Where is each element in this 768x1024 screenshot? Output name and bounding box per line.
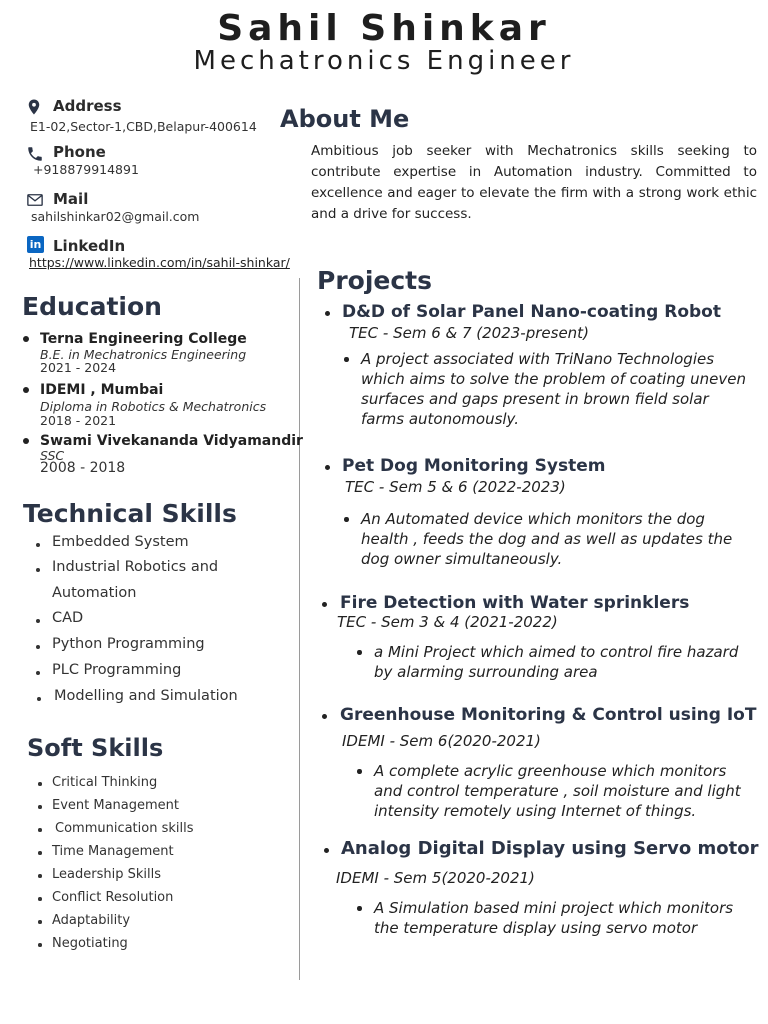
project-title: D&D of Solar Panel Nano-coating Robot xyxy=(342,302,721,322)
soft-skill-bullet xyxy=(38,897,42,901)
project-description: A Simulation based mini project which monitors the temperature display using servo motor xyxy=(374,899,734,937)
education-school: Terna Engineering College xyxy=(40,331,247,347)
phone-value: +918879914891 xyxy=(33,162,139,177)
project-bullet xyxy=(325,311,330,316)
skill-item: Python Programming xyxy=(52,636,205,652)
soft-skill-item: Conflict Resolution xyxy=(52,890,174,905)
soft-skill-item: Event Management xyxy=(52,798,180,813)
skill-bullet xyxy=(36,619,40,623)
soft-skill-bullet xyxy=(38,828,42,832)
mail-icon xyxy=(26,191,44,209)
skill-item: CAD xyxy=(52,610,84,626)
project-desc-bullet xyxy=(344,517,349,522)
linkedin-link[interactable]: https://www.linkedin.com/in/sahil-shinkar/ xyxy=(29,255,290,270)
project-period: IDEMI - Sem 5(2020-2021) xyxy=(336,869,535,887)
education-bullet xyxy=(23,438,29,444)
education-degree: Diploma in Robotics & Mechatronics xyxy=(40,399,267,414)
address-value: E1-02,Sector-1,CBD,Belapur-400614 xyxy=(30,119,257,134)
project-title: Fire Detection with Water sprinklers xyxy=(340,593,690,613)
skill-bullet xyxy=(37,697,41,701)
projects-heading: Projects xyxy=(317,266,433,295)
technical-skills-heading: Technical Skills xyxy=(23,499,237,528)
project-period: TEC - Sem 3 & 4 (2021-2022) xyxy=(337,613,558,631)
linkedin-icon: in xyxy=(27,236,44,253)
education-degree: B.E. in Mechatronics Engineering xyxy=(40,347,247,362)
skill-bullet xyxy=(36,568,40,572)
about-text: Ambitious job seeker with Mechatronics skills seeking to contribute expertise in Automation industry. Committed to excellence and eager to elevate the firm with a strong work ethic and a drive for success. xyxy=(311,143,757,222)
skill-item-continued: Automation xyxy=(52,585,137,601)
phone-icon xyxy=(26,145,44,163)
soft-skill-bullet xyxy=(38,851,42,855)
soft-skill-item: Communication skills xyxy=(55,821,194,836)
project-period: TEC - Sem 6 & 7 (2023-present) xyxy=(349,324,589,342)
education-years: 2018 - 2021 xyxy=(40,413,117,428)
address-label: Address xyxy=(53,97,122,115)
mail-label: Mail xyxy=(53,190,89,208)
soft-skill-bullet xyxy=(38,920,42,924)
education-heading: Education xyxy=(22,292,162,321)
project-period: TEC - Sem 5 & 6 (2022-2023) xyxy=(345,478,566,496)
project-bullet xyxy=(322,714,327,719)
soft-skill-item: Negotiating xyxy=(52,936,128,951)
project-bullet xyxy=(324,848,329,853)
skill-item: Embedded System xyxy=(52,534,189,550)
education-bullet xyxy=(23,336,29,342)
skill-bullet xyxy=(36,543,40,547)
mail-value: sahilshinkar02@gmail.com xyxy=(31,209,200,224)
project-desc-bullet xyxy=(357,650,362,655)
project-description: A complete acrylic greenhouse which monitors and control temperature , soil moisture and light intensity remotely using Internet of things. xyxy=(374,762,741,820)
education-years: 2021 - 2024 xyxy=(40,360,117,375)
soft-skill-item: Critical Thinking xyxy=(52,775,158,790)
project-description: An Automated device which monitors the dog health , feeds the dog and as well as updates the dog owner simultaneously. xyxy=(361,510,733,568)
project-bullet xyxy=(322,602,327,607)
soft-skills-heading: Soft Skills xyxy=(27,734,164,762)
project-title: Analog Digital Display using Servo motor xyxy=(341,838,759,859)
project-desc-bullet xyxy=(357,769,362,774)
column-divider xyxy=(299,278,300,980)
education-years: 2008 - 2018 xyxy=(40,460,126,476)
education-degree: SSC xyxy=(40,448,65,463)
skill-bullet xyxy=(36,671,40,675)
soft-skill-bullet xyxy=(38,874,42,878)
soft-skill-bullet xyxy=(38,782,42,786)
skill-item: PLC Programming xyxy=(52,662,182,678)
soft-skill-item: Leadership Skills xyxy=(52,867,161,882)
soft-skill-item: Time Management xyxy=(52,844,174,859)
project-period: IDEMI - Sem 6(2020-2021) xyxy=(342,732,541,750)
project-title: Greenhouse Monitoring & Control using IoT xyxy=(340,705,757,725)
skill-bullet xyxy=(36,645,40,649)
skill-item: Industrial Robotics and xyxy=(52,559,219,575)
project-bullet xyxy=(325,465,330,470)
project-desc-bullet xyxy=(344,357,349,362)
project-description: a Mini Project which aimed to control fire hazard by alarming surrounding area xyxy=(374,643,739,681)
resume-name: Sahil Shinkar xyxy=(217,8,551,49)
education-school: IDEMI , Mumbai xyxy=(40,382,164,398)
phone-label: Phone xyxy=(53,143,106,161)
project-desc-bullet xyxy=(357,906,362,911)
resume-role: Mechatronics Engineer xyxy=(193,46,575,76)
soft-skill-bullet xyxy=(38,805,42,809)
soft-skill-bullet xyxy=(38,943,42,947)
about-heading: About Me xyxy=(280,105,410,133)
location-pin-icon xyxy=(25,98,43,116)
education-school: Swami Vivekananda Vidyamandir xyxy=(40,433,303,449)
linkedin-label: LinkedIn xyxy=(53,237,126,255)
project-description: A project associated with TriNano Technologies which aims to solve the problem of coating uneven surfaces and gaps present in brown field solar farms autonomously. xyxy=(361,350,746,428)
soft-skill-item: Adaptability xyxy=(52,913,131,928)
skill-item: Modelling and Simulation xyxy=(54,688,238,704)
project-title: Pet Dog Monitoring System xyxy=(342,456,606,476)
education-bullet xyxy=(23,387,29,393)
